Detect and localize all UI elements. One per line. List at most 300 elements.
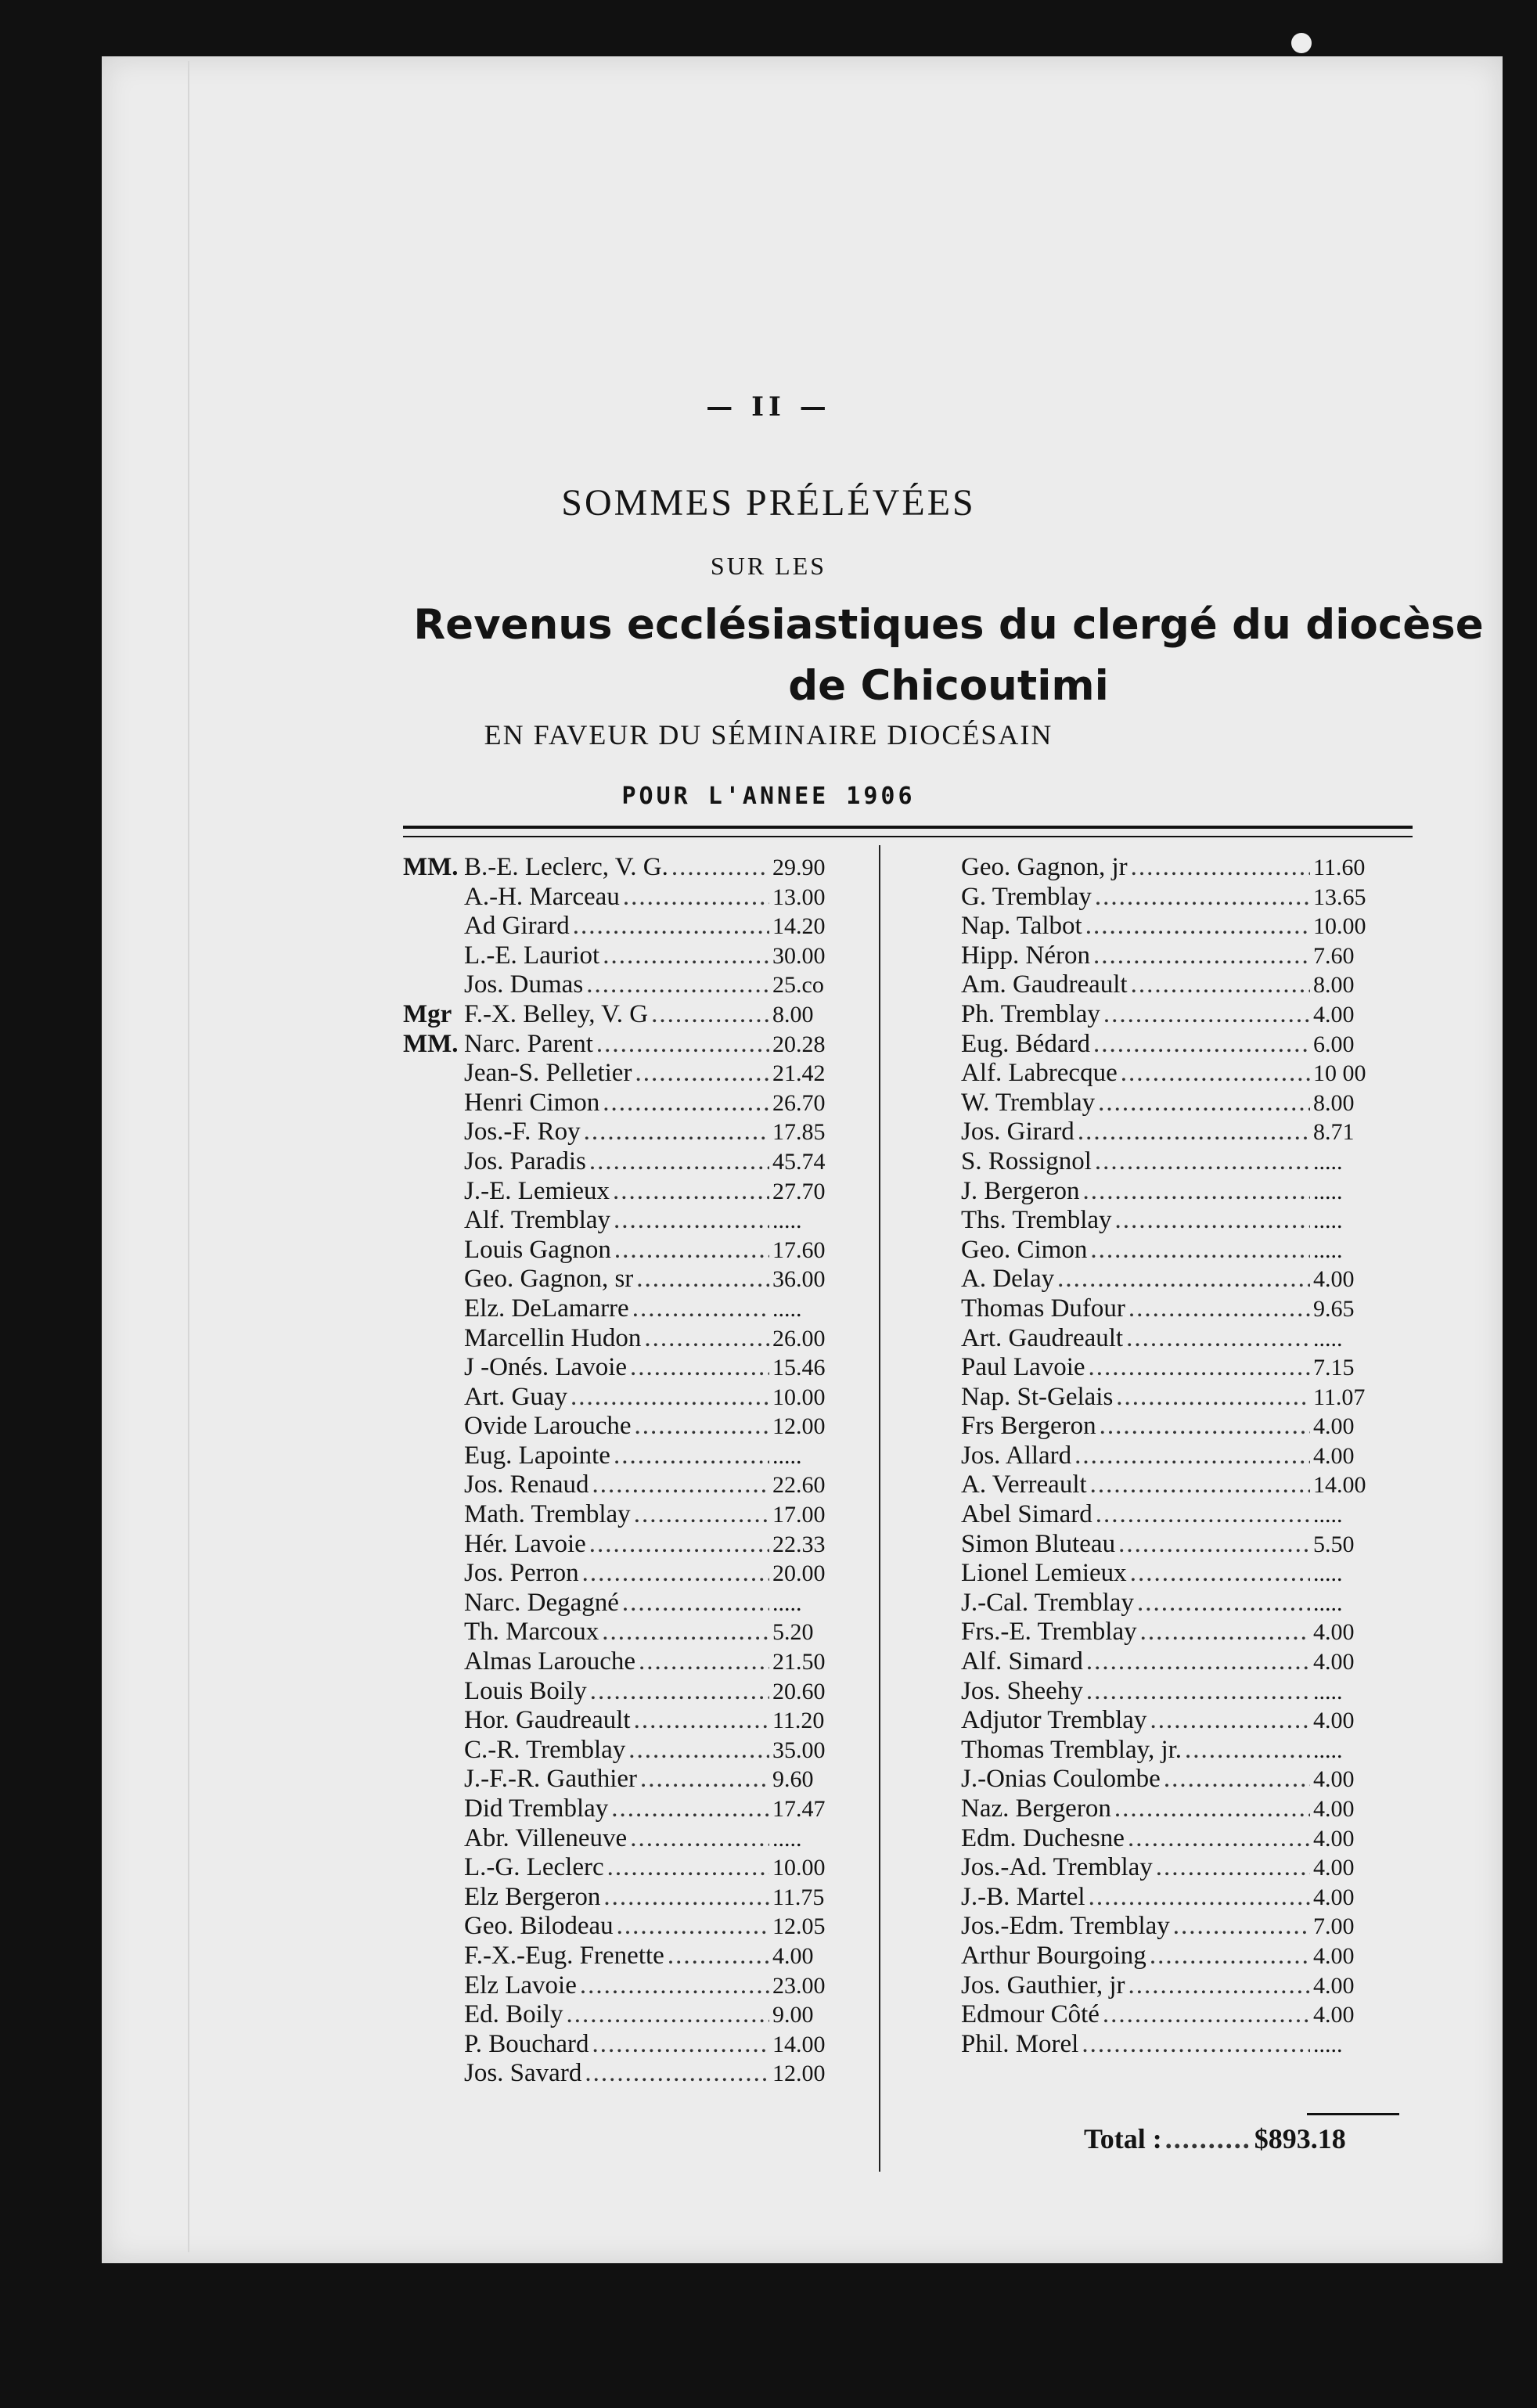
list-item [403,1236,865,1265]
leader-dots [596,1030,769,1059]
donor-name: Geo. Gagnon, jr [961,853,1128,881]
total-amount: $893.18 [1254,2123,1346,2154]
amount: 22.33 [772,1531,826,1557]
donor-name: Ths. Tremblay [961,1206,1112,1235]
amount: 4.00 [1313,1442,1355,1469]
donor-name: Ad Girard [464,912,570,941]
page-number: — II — [706,391,831,423]
leader-dots [1130,1559,1310,1588]
leader-dots [611,1794,769,1823]
amount: 4.00 [1313,2002,1355,2028]
leader-dots [1156,1853,1310,1882]
leader-dots [617,1912,769,1941]
leader-dots [623,883,769,912]
donor-name: Naz. Bergeron [961,1794,1111,1823]
list-item [403,1177,865,1207]
donor-name: Louis Boily [464,1676,587,1705]
amount: ..... [772,1442,802,1469]
donor-name: Geo. Cimon [961,1235,1088,1264]
donor-name: Jos.-F. Roy [464,1118,581,1146]
amount: 29.90 [772,855,826,880]
donor-name: Eug. Bédard [961,1029,1090,1058]
amount: ..... [1313,1178,1343,1204]
donor-name: Math. Tremblay [464,1500,631,1529]
donor-name: Art. Guay [464,1382,567,1411]
leader-dots [590,1677,769,1706]
donor-name: Ed. Boily [464,2000,563,2029]
list-item [403,1589,865,1618]
leader-dots [1085,912,1310,941]
amount: 23.00 [772,1972,826,1999]
donor-name: J.-Onias Coulombe [961,1765,1161,1794]
total-row [1084,2122,1397,2155]
donor-name: Nap. St-Gelais [961,1382,1114,1411]
heading-sommes: SOMMES PRÉLÉVÉES [561,482,976,524]
donor-name: Jos. Dumas [464,970,584,999]
total-leader-dots [1165,2122,1251,2155]
amount: 5.50 [1313,1531,1355,1557]
list-item [961,1412,1399,1442]
amount: ..... [1313,1208,1343,1234]
donor-name: Lionel Lemieux [961,1559,1127,1588]
amount: 10.00 [1313,913,1366,940]
leader-dots [592,1470,770,1499]
leader-dots [635,1059,769,1088]
leader-dots [1082,2030,1310,2059]
leader-dots [635,1412,770,1441]
right-column [961,853,1399,2059]
list-item [403,1942,865,1971]
donor-name: Adjutor Tremblay [961,1706,1147,1735]
list-item [961,1794,1399,1824]
list-item [403,1530,865,1560]
list-item [403,1912,865,1942]
leader-dots [602,1618,769,1647]
amount: ..... [1313,2031,1343,2057]
leader-dots [1103,1000,1310,1029]
donor-name: Jos. Gauthier, jr [961,1971,1125,1999]
list-item [403,1971,865,2001]
amount: 11.20 [772,1708,825,1734]
list-item [961,853,1399,883]
leader-dots [1090,1470,1310,1499]
amount: 21.50 [772,1649,826,1676]
amount: 4.00 [1313,1796,1355,1822]
leader-dots [1128,1824,1310,1853]
amount: 45.74 [772,1148,826,1175]
list-item [403,1147,865,1177]
list-item [961,941,1399,971]
amount: 10 00 [1313,1060,1366,1087]
leader-dots [632,1294,769,1323]
donor-name: Edm. Duchesne [961,1823,1125,1852]
amount: 25.co [772,972,824,999]
list-item [403,1647,865,1677]
donor-name: L.-E. Lauriot [464,941,600,970]
list-item [961,2030,1399,2060]
leader-dots [1083,1177,1310,1206]
leader-dots [1074,1442,1310,1470]
leader-dots [573,912,769,941]
list-item [403,2059,865,2089]
amount: 15.46 [772,1355,826,1381]
donor-name: Frs Bergeron [961,1412,1096,1441]
leader-dots [628,1736,769,1765]
amount: 7.60 [1313,942,1355,969]
amount: ..... [772,1208,802,1234]
donor-name: Jos. Girard [961,1118,1074,1146]
leader-dots [622,1589,769,1618]
amount: 17.47 [772,1796,826,1822]
donor-name: B.-E. Leclerc, V. G. [464,853,668,881]
leader-dots [1128,1971,1310,2000]
amount: 8.00 [772,1001,814,1028]
amount: 10.00 [772,1855,826,1881]
donor-name: J -Onés. Lavoie [464,1353,628,1382]
list-item [403,1736,865,1766]
amount: 11.75 [772,1884,825,1910]
leader-dots [1086,1677,1310,1706]
donor-name: Am. Gaudreault [961,970,1128,999]
amount: 5.20 [772,1619,814,1646]
donor-name: Almas Larouche [464,1647,635,1676]
list-item [961,1883,1399,1913]
left-column [403,853,865,2089]
list-item [961,1059,1399,1089]
leader-dots [671,853,769,882]
list-item [403,1118,865,1147]
page-edge [188,61,189,2252]
amount: 4.00 [772,1942,814,1969]
list-item [961,1206,1399,1236]
list-item [403,1824,865,1854]
leader-dots [1164,1765,1310,1794]
amount: 12.05 [772,1913,826,1940]
amount: ..... [1313,1502,1343,1528]
leader-dots [1103,2000,1310,2029]
donor-name: Abel Simard [961,1500,1092,1529]
list-item [403,912,865,941]
list-item [961,970,1399,1000]
amount: 4.00 [1313,1855,1355,1881]
leader-dots [589,1530,769,1559]
amount: ..... [1313,1737,1343,1763]
donor-name: Alf. Tremblay [464,1206,611,1235]
list-item [403,1706,865,1736]
amount: 4.00 [1313,1825,1355,1852]
donor-name: Narc. Degagné [464,1588,619,1617]
donor-name: A.-H. Marceau [464,882,620,911]
leader-dots [614,1442,769,1470]
list-item [961,1118,1399,1147]
amount: 21.42 [772,1060,826,1087]
amount: 14.00 [772,2031,826,2057]
donor-name: Thomas Tremblay, jr. [961,1735,1182,1764]
list-item [961,883,1399,912]
heading-sur-les: SUR LES [710,552,827,580]
leader-dots [585,2059,769,2088]
list-item [961,1589,1399,1618]
list-item [961,1942,1399,1971]
leader-dots [584,1118,769,1146]
leader-dots [614,1206,769,1235]
list-item [403,1383,865,1413]
amount: 4.00 [1313,1649,1355,1676]
amount: 4.00 [1313,1619,1355,1646]
total-label: Total : [1084,2123,1162,2154]
donor-name: Geo. Bilodeau [464,1912,614,1941]
donor-name: Jos. Paradis [464,1146,586,1175]
amount: 6.00 [1313,1031,1355,1057]
list-item [961,1765,1399,1794]
leader-dots [1078,1118,1310,1146]
amount: 13.00 [772,884,826,910]
donor-name: Hor. Gaudreault [464,1706,631,1735]
list-item [961,1324,1399,1354]
list-item [961,1442,1399,1471]
list-item [961,1647,1399,1677]
list-item [961,1147,1399,1177]
list-item [403,2030,865,2060]
donor-name: F.-X.-Eug. Frenette [464,1941,664,1970]
amount: 4.00 [1313,1942,1355,1969]
leader-dots [634,1500,769,1529]
leader-dots [1114,1794,1310,1823]
double-rule-bottom [403,836,1413,837]
scan-spot [1291,33,1312,53]
donor-name: Phil. Morel [961,2029,1079,2058]
leader-dots [1093,941,1310,970]
list-item [961,1530,1399,1560]
leader-dots [589,1147,769,1176]
donor-name: Th. Marcoux [464,1618,599,1647]
leader-dots [1095,1147,1310,1176]
list-item [961,1089,1399,1118]
amount: 4.00 [1313,1972,1355,1999]
list-item [961,1353,1399,1383]
amount: 20.00 [772,1560,826,1587]
leader-dots [644,1324,769,1353]
leader-dots [603,1089,769,1118]
donor-name: Ph. Tremblay [961,999,1100,1028]
amount: 17.60 [772,1236,826,1263]
donor-name: C.-R. Tremblay [464,1735,626,1764]
amount: 9.60 [772,1766,814,1793]
donor-name: Simon Bluteau [961,1529,1116,1558]
list-item [961,1677,1399,1707]
donor-name: Edmour Côté [961,2000,1100,2029]
list-item [961,1912,1399,1942]
amount: 30.00 [772,942,826,969]
donor-name: Did Tremblay [464,1794,609,1823]
amount: ..... [772,1589,802,1616]
amount: ..... [772,1295,802,1322]
list-item [403,1470,865,1500]
amount: 7.15 [1313,1355,1355,1381]
amount: 9.00 [772,2002,814,2028]
amount: ..... [772,1825,802,1852]
list-item [403,1883,865,1913]
leader-dots [1089,1353,1310,1382]
donor-name: J.-Cal. Tremblay [961,1588,1134,1617]
amount: ..... [1313,1325,1343,1352]
title-prefix: Mgr [403,999,452,1028]
title-prefix: MM. [403,853,459,881]
amount: ..... [1313,1678,1343,1704]
donor-name: A. Verreault [961,1470,1087,1499]
leader-dots [640,1765,769,1794]
donor-name: Henri Cimon [464,1088,600,1117]
list-item [403,883,865,912]
list-item [961,1236,1399,1265]
donor-name: P. Bouchard [464,2029,589,2058]
amount: 36.00 [772,1266,826,1293]
amount: 14.00 [1313,1472,1366,1499]
list-item [403,1559,865,1589]
donor-name: Nap. Talbot [961,912,1082,941]
leader-dots [634,1706,769,1735]
leader-dots [630,1824,769,1853]
donor-name: F.-X. Belley, V. G [464,999,649,1028]
donor-name: J.-B. Martel [961,1882,1085,1911]
amount: 14.20 [772,913,826,940]
leader-dots [1093,1030,1310,1059]
leader-dots [1173,1912,1310,1941]
heading-revenus: Revenus ecclésiastiques du clergé du diocèse de Chicoutimi [413,601,1484,710]
leader-dots [1118,1530,1310,1559]
list-item [403,1442,865,1471]
donor-name: Jos. Perron [464,1559,579,1588]
donor-name: Elz Bergeron [464,1882,601,1911]
donor-name: Jos.-Edm. Tremblay [961,1912,1170,1941]
leader-dots [1116,1383,1310,1412]
list-item [961,1383,1399,1413]
list-item [961,1824,1399,1854]
donor-name: W. Tremblay [961,1088,1096,1117]
donor-name: Jos. Savard [464,2059,582,2088]
amount: 13.65 [1313,884,1366,910]
leader-dots [1090,1236,1310,1265]
amount: 12.00 [772,1413,826,1440]
leader-dots [603,1883,769,1912]
list-item [403,1618,865,1647]
leader-dots [1185,1736,1310,1765]
leader-dots [636,1265,769,1294]
amount: 7.00 [1313,1913,1355,1940]
donor-name: Abr. Villeneuve [464,1823,628,1852]
amount: ..... [1313,1560,1343,1587]
leader-dots [571,1383,769,1412]
list-item [403,1089,865,1118]
amount: 20.28 [772,1031,826,1057]
list-item [961,912,1399,941]
leader-dots [1096,1500,1310,1529]
amount: 11.07 [1313,1384,1366,1410]
list-item [403,2000,865,2030]
amount: 4.00 [1313,1884,1355,1910]
amount: 10.00 [772,1384,826,1410]
leader-dots [567,2000,769,2029]
donor-name: Elz Lavoie [464,1971,577,1999]
list-item [961,1706,1399,1736]
leader-dots [1086,1647,1310,1676]
donor-name: J.-F.-R. Gauthier [464,1765,637,1794]
donor-name: Hér. Lavoie [464,1529,586,1558]
leader-dots [1140,1618,1310,1647]
leader-dots [1150,1706,1310,1735]
amount: 20.60 [772,1678,826,1704]
donor-name: A. Delay [961,1265,1055,1294]
donor-name: Ovide Larouche [464,1412,632,1441]
amount: 22.60 [772,1472,826,1499]
amount: 27.70 [772,1178,826,1204]
donor-name: Paul Lavoie [961,1353,1085,1382]
leader-dots [639,1647,769,1676]
amount: ..... [1313,1236,1343,1263]
list-item [403,1294,865,1324]
list-item [403,1265,865,1294]
donor-name: Jos. Sheehy [961,1676,1083,1705]
donor-name: Art. Gaudreault [961,1323,1124,1352]
donor-name: Jos. Allard [961,1441,1072,1470]
amount: 4.00 [1313,1413,1355,1440]
donor-name: Geo. Gagnon, sr [464,1265,634,1294]
leader-dots [1057,1265,1310,1294]
list-item [961,1265,1399,1294]
amount: 12.00 [772,2061,826,2087]
amount: 9.65 [1313,1295,1355,1322]
amount: 11.60 [1313,855,1366,880]
amount: ..... [1313,1148,1343,1175]
donor-name: J.-E. Lemieux [464,1176,610,1205]
leader-dots [1150,1942,1310,1971]
leader-dots [1095,883,1310,912]
leader-dots [1137,1589,1310,1618]
list-item [403,1765,865,1794]
amount: 8.00 [1313,972,1355,999]
amount: 17.00 [772,1502,826,1528]
list-item [403,1324,865,1354]
donor-name: Louis Gagnon [464,1235,611,1264]
list-item [961,1971,1399,2001]
list-item [961,1030,1399,1060]
list-item [961,1853,1399,1883]
amount: 4.00 [1313,1266,1355,1293]
amount: 8.00 [1313,1089,1355,1116]
leader-dots [614,1236,769,1265]
list-item [961,1294,1399,1324]
amount: 26.70 [772,1089,826,1116]
donor-name: L.-G. Leclerc [464,1853,604,1882]
donor-name: Marcellin Hudon [464,1323,642,1352]
list-item [403,1353,865,1383]
list-item [961,1177,1399,1207]
list-item [403,1794,865,1824]
leader-dots [580,1971,769,2000]
amount: 4.00 [1313,1708,1355,1734]
leader-dots [630,1353,769,1382]
heading-annee: POUR L'ANNEE 1906 [621,783,916,810]
amount: 8.71 [1313,1119,1355,1146]
donor-name: Eug. Lapointe [464,1441,610,1470]
leader-dots [613,1177,769,1206]
donor-name: G. Tremblay [961,882,1092,911]
leader-dots [651,1000,769,1029]
donor-name: Jos. Renaud [464,1470,589,1499]
leader-dots [1131,853,1310,882]
double-rule-top [403,826,1413,829]
amount: 26.00 [772,1325,826,1352]
